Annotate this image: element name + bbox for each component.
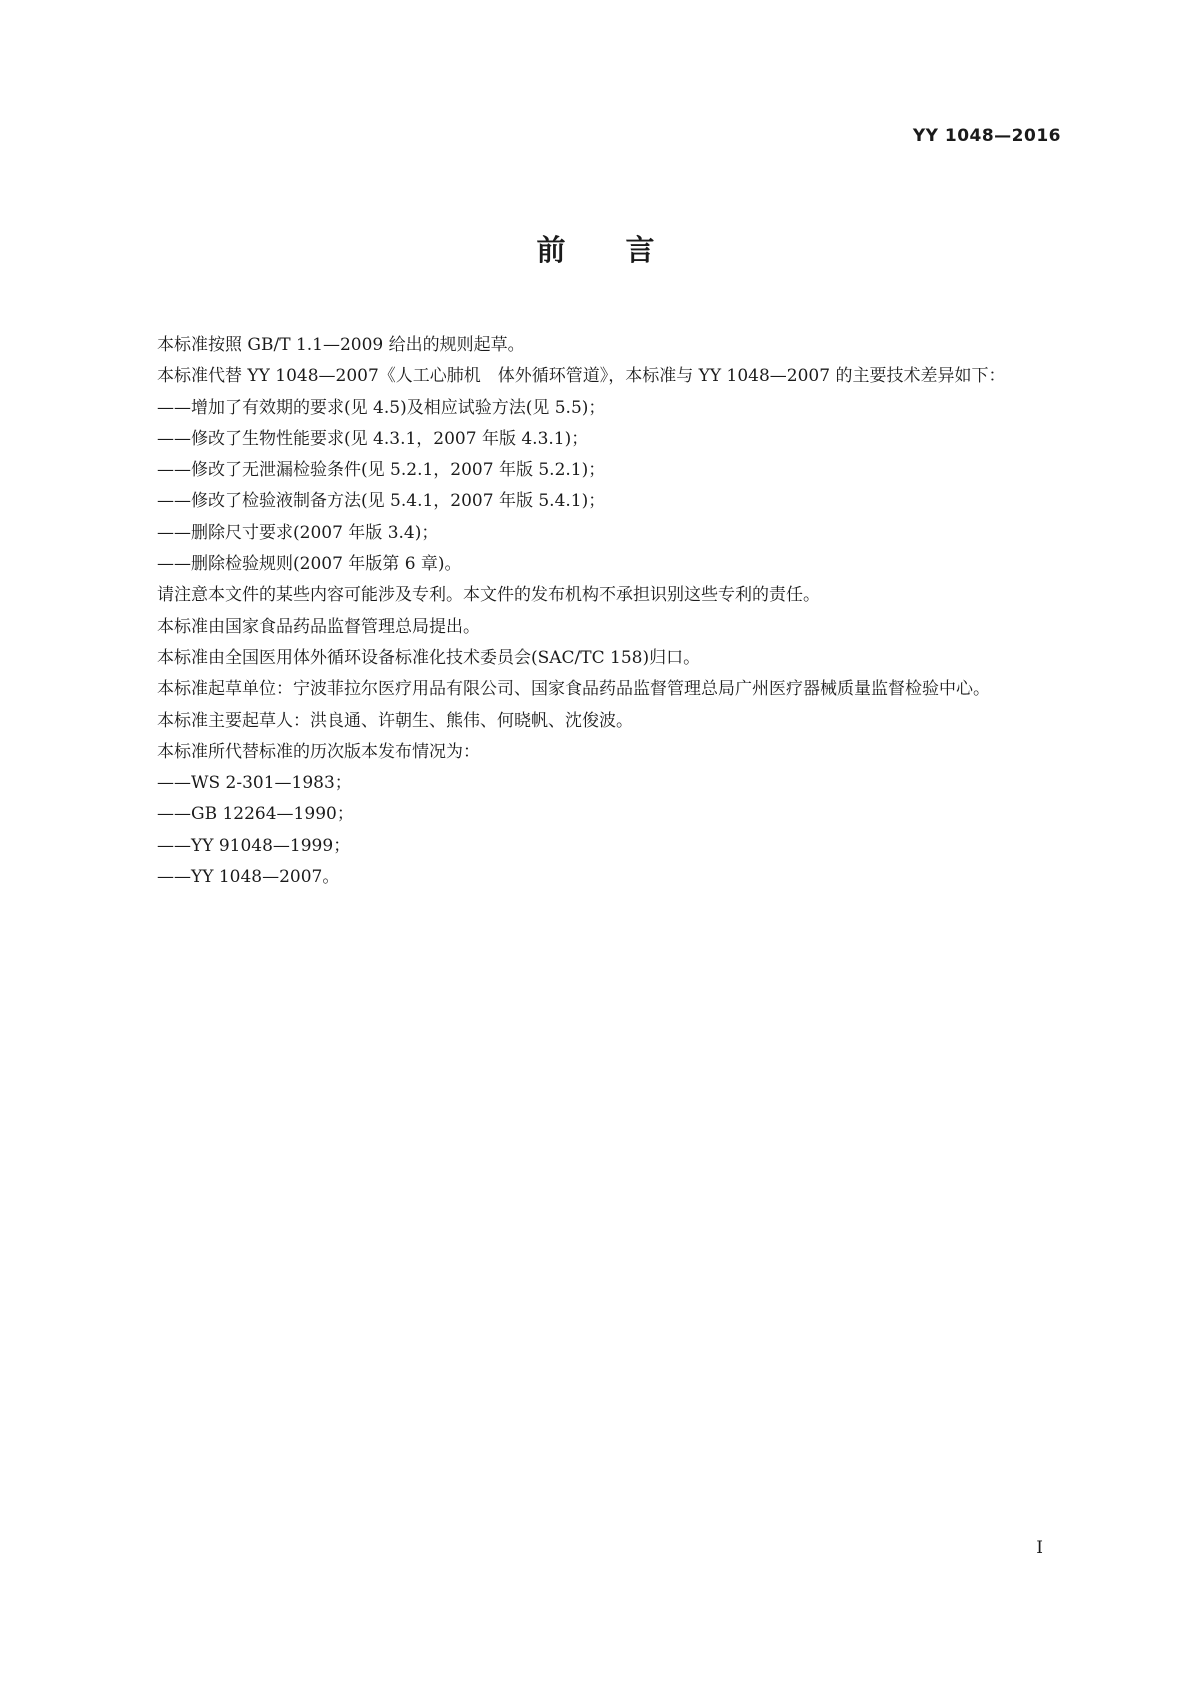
paragraph: 本标准由全国医用体外循环设备标准化技术委员会(SAC/TC 158)归口。 <box>157 647 701 668</box>
list-item: ——增加了有效期的要求(见 4.5)及相应试验方法(见 5.5)； <box>157 397 606 418</box>
list-item: ——修改了检验液制备方法(见 5.4.1，2007 年版 5.4.1)； <box>157 491 606 512</box>
list-item: ——删除检验规则(2007 年版第 6 章)。 <box>157 554 462 575</box>
paragraph: 本标准按照 GB/T 1.1—2009 给出的规则起草。 <box>157 335 525 355</box>
paragraph: 本标准代替 YY 1048—2007《人工心肺机 体外循环管道》，本标准与 YY 1048—2007 的主要技术差异如下： <box>157 366 1006 387</box>
paragraph: 本标准主要起草人：洪良通、许朝生、熊伟、何晓帆、沈俊波。 <box>157 710 633 731</box>
list-item: ——YY 1048—2007。 <box>157 867 340 888</box>
list-item: ——修改了无泄漏检验条件(见 5.2.1，2007 年版 5.2.1)； <box>157 460 606 481</box>
page-title: 前言 <box>536 233 715 267</box>
paragraph: 本标准所代替标准的历次版本发布情况为： <box>157 741 480 762</box>
standard-code: YY 1048—2016 <box>912 126 1061 146</box>
paragraph: 本标准起草单位：宁波菲拉尔医疗用品有限公司、国家食品药品监督管理总局广州医疗器械质量监督检验中心。 <box>157 679 990 700</box>
list-item: ——删除尺寸要求(2007 年版 3.4)； <box>157 522 439 543</box>
list-item: ——WS 2-301—1983； <box>157 773 352 794</box>
list-item: ——GB 12264—1990； <box>157 804 354 825</box>
paragraph: 本标准由国家食品药品监督管理总局提出。 <box>157 616 480 637</box>
foreword-body <box>123 330 1063 893</box>
list-item: ——修改了生物性能要求(见 4.3.1，2007 年版 4.3.1)； <box>157 428 589 449</box>
paragraph: 请注意本文件的某些内容可能涉及专利。本文件的发布机构不承担识别这些专利的责任。 <box>157 585 820 606</box>
list-item: ——YY 91048—1999； <box>157 835 351 856</box>
page-number: I <box>1036 1538 1043 1558</box>
